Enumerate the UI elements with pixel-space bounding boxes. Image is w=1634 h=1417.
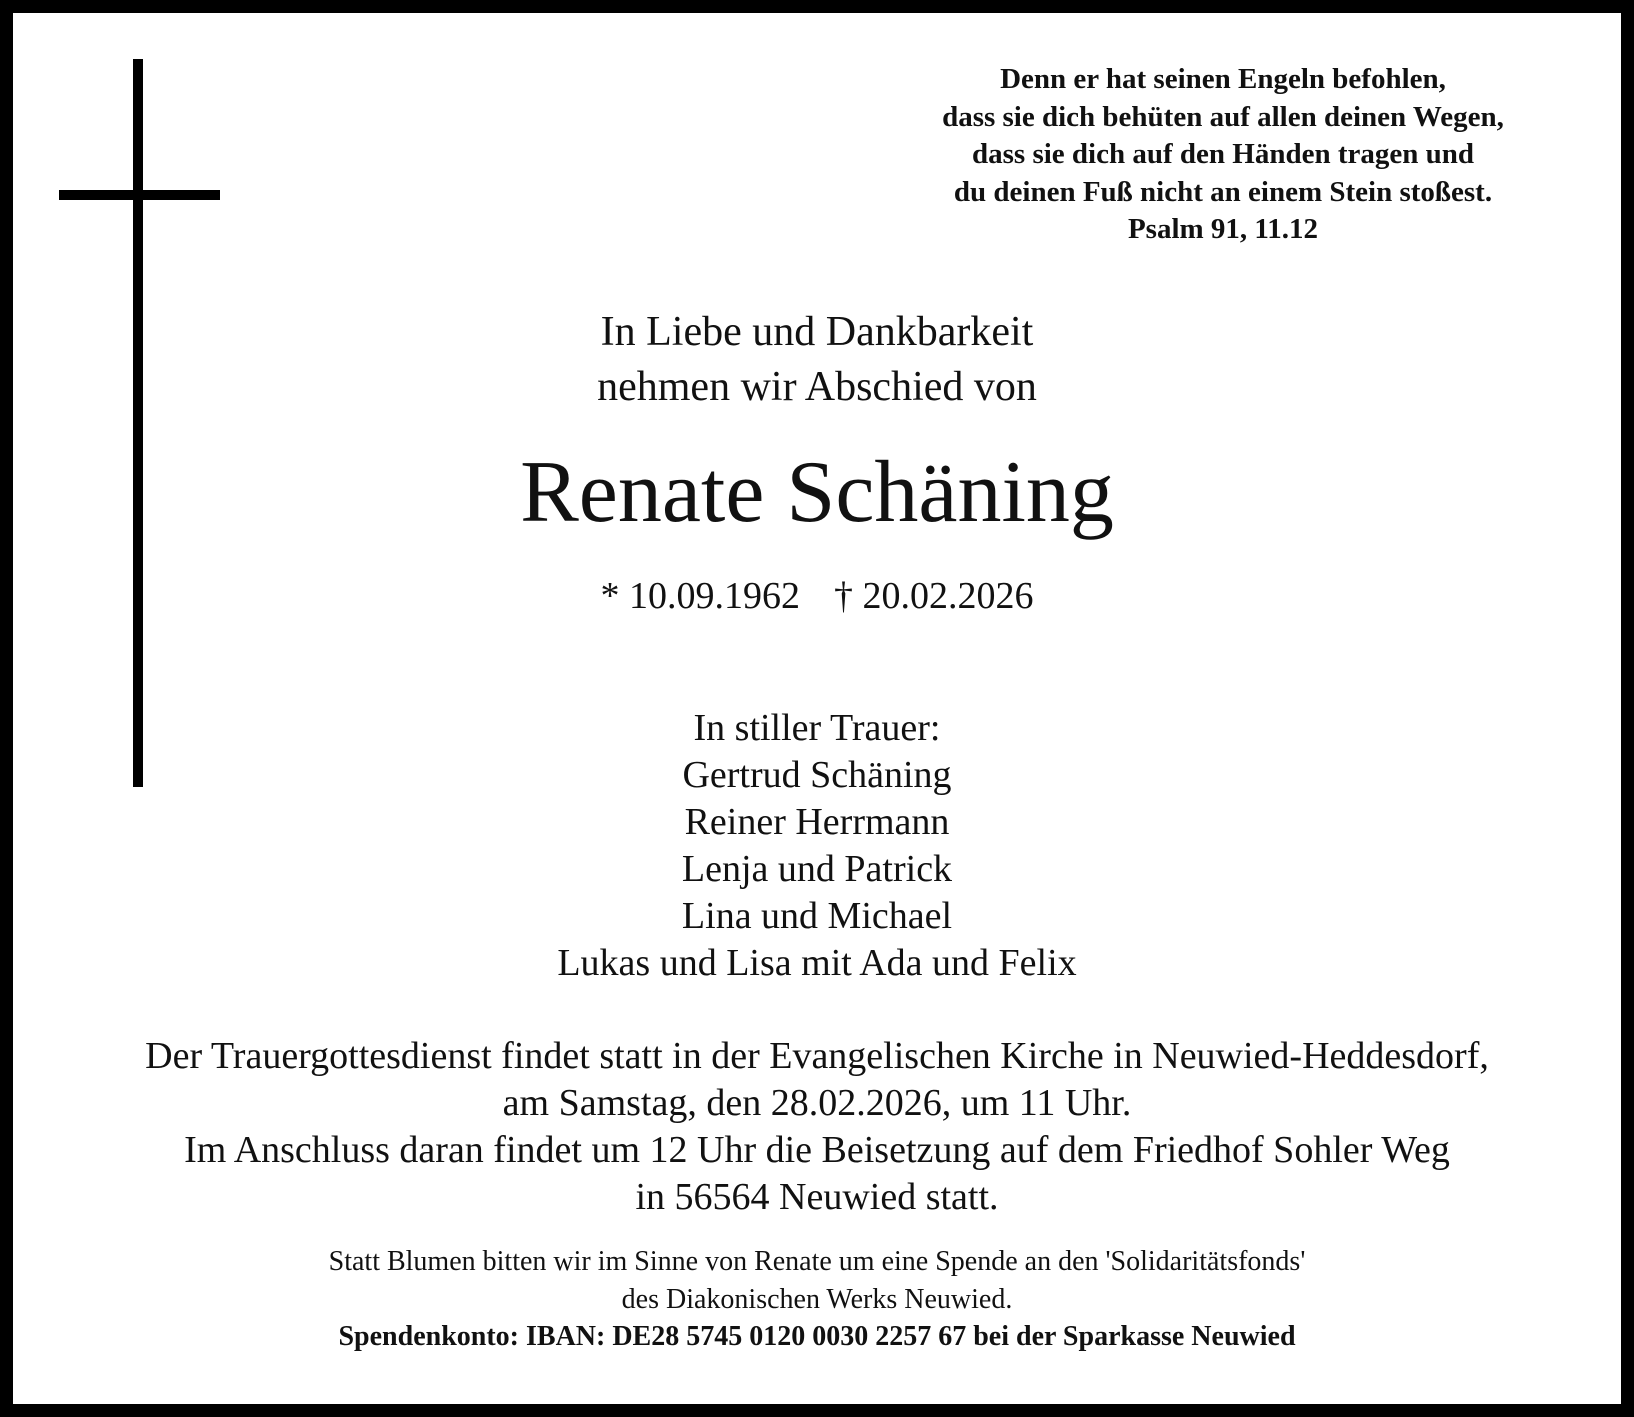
intro-line: In Liebe und Dankbarkeit [600, 309, 1034, 355]
verse-line: dass sie dich behüten auf allen deinen Wegen, [942, 100, 1504, 133]
mourner-name: Gertrud Schäning [682, 754, 952, 796]
service-line: Im Anschluss daran findet um 12 Uhr die Beisetzung auf dem Friedhof Sohler Weg [184, 1129, 1450, 1171]
mourner-name: Reiner Herrmann [684, 801, 950, 843]
intro-text [13, 305, 1621, 415]
bible-verse [863, 61, 1583, 249]
mourners-list [13, 705, 1621, 987]
service-line: Der Trauergottesdienst findet statt in der Evangelischen Kirche in Neuwied-Heddesdorf, [145, 1035, 1489, 1077]
service-line: in 56564 Neuwied statt. [635, 1176, 999, 1218]
verse-reference: Psalm 91, 11.12 [1127, 213, 1319, 245]
birth-date: * 10.09.1962 [600, 575, 800, 617]
cross-horizontal-bar [59, 190, 220, 200]
obituary-notice [13, 13, 1621, 1404]
donation-line: des Diakonischen Werks Neuwied. [621, 1283, 1013, 1315]
funeral-service-info [13, 1033, 1621, 1221]
mourner-name: Lenja und Patrick [681, 848, 953, 890]
donation-account: Spendenkonto: IBAN: DE28 5745 0120 0030 2257 67 bei der Sparkasse Neuwied [338, 1321, 1296, 1352]
mourners-heading: In stiller Trauer: [693, 707, 941, 749]
death-date: † 20.02.2026 [834, 575, 1034, 617]
donation-info [13, 1243, 1621, 1356]
intro-line: nehmen wir Abschied von [597, 364, 1037, 410]
mourner-name: Lina und Michael [681, 895, 953, 937]
deceased-name: Renate Schäning [520, 444, 1114, 541]
mourner-name: Lukas und Lisa mit Ada und Felix [557, 942, 1077, 984]
verse-line: dass sie dich auf den Händen tragen und [972, 138, 1474, 170]
life-dates [13, 573, 1621, 619]
service-line: am Samstag, den 28.02.2026, um 11 Uhr. [502, 1082, 1132, 1124]
donation-line: Statt Blumen bitten wir im Sinne von Renate um eine Spende an den 'Solidaritätsfonds' [328, 1246, 1306, 1277]
verse-line: du deinen Fuß nicht an einem Stein stoßest. [953, 175, 1493, 208]
verse-line: Denn er hat seinen Engeln befohlen, [1000, 63, 1446, 95]
cross-vertical-bar [133, 59, 143, 787]
